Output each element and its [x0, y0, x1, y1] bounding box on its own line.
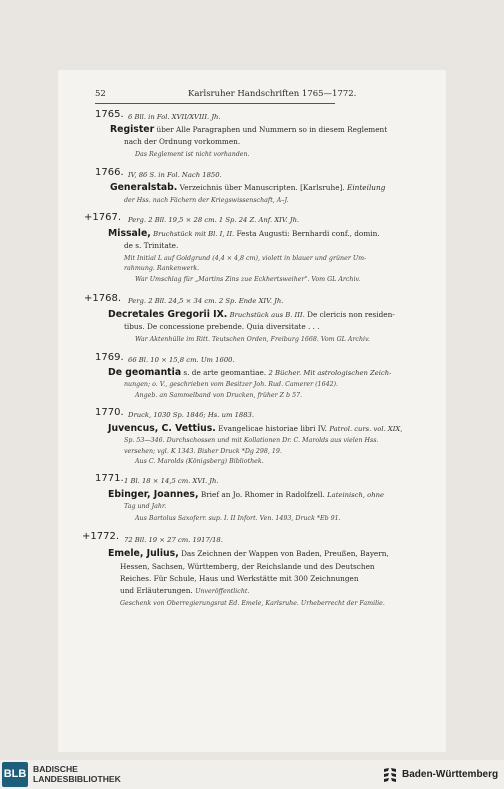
entry-text: und Erläuterungen.	[120, 586, 193, 595]
blb-name-line2: LANDESBIBLIOTHEK	[33, 774, 121, 784]
entry-heading: Register	[110, 124, 155, 135]
entry-meta: 1 Bl. 18 × 14,5 cm. XVI. Jh.	[124, 477, 219, 485]
entry-text: über Alle Paragraphen und Nummern so in diesem Reglement	[156, 125, 388, 134]
entry-note: War Umschlag für „Martins Zins zue Eckhertsweiher". Vom GL Archiv.	[135, 276, 361, 283]
entry-text: Reiches. Für Schule, Haus und Werkstätte mit 300 Zeichnungen	[120, 574, 359, 583]
entry-heading: De geomantia	[108, 367, 182, 378]
footer-bar	[0, 760, 504, 789]
entry-text: nach der Ordnung vorkommen.	[124, 137, 241, 146]
entry-note: Aus Bartolus Saxoferr. sup. I. II Infort. Ven. 1493, Druck *Eb 91.	[135, 515, 341, 522]
entry-text: de s. Trinitate.	[124, 241, 179, 250]
entry-number: +1767.	[84, 212, 122, 223]
entry-heading: Decretales Gregorii IX.	[108, 309, 228, 320]
entry-heading: Ebinger, Joannes,	[108, 489, 199, 500]
entry-note: Das Reglement ist nicht vorhanden.	[135, 151, 250, 158]
blb-name	[33, 764, 121, 784]
entry-number: +1768.	[84, 293, 122, 304]
entry-note: Angeb. an Sammelband von Drucken, früher Z b 57.	[135, 392, 303, 399]
bw-name[interactable]: Baden-Württemberg	[402, 769, 499, 780]
entry-text: Evangelicae historiae libri IV.	[218, 424, 327, 433]
entry-heading: Juvencus, C. Vettius.	[108, 423, 216, 434]
running-title: Karlsruher Handschriften 1765—1772.	[188, 89, 357, 99]
entry-text: tibus. De concessione prebende. Quia diversitate . . .	[124, 322, 320, 331]
entry-text: Brief an Jo. Rhomer in Radolfzell.	[200, 490, 325, 499]
entry-text: Hessen, Sachsen, Württemberg, der Reichslande und des Deutschen	[120, 562, 375, 571]
entry-note: versehen; vgl. K 1343. Bisher Druck *Dg 298, 19.	[124, 448, 282, 455]
bw-coat-of-arms-icon	[381, 766, 399, 784]
entry-meta: 72 Bll. 19 × 27 cm. 1917/18.	[124, 536, 223, 544]
entry-text-italic: Einteilung	[347, 183, 386, 192]
entry-number: 1770.	[95, 407, 124, 418]
entry-text-italic: 2 Bücher. Mit astrologischen Zeich-	[268, 369, 392, 377]
entry-meta: Perg. 2 Bll. 19,5 × 28 cm. 1 Sp. 24 Z. Anf. XIV. Jh.	[128, 216, 300, 224]
blb-name-line1: BADISCHE	[33, 764, 78, 774]
entry-text: De clericis non residen-	[307, 310, 395, 319]
entry-meta: Perg. 2 Bll. 24,5 × 34 cm. 2 Sp. Ende XIV. Jh.	[128, 297, 284, 305]
entry-meta: 66 Bl. 10 × 15,8 cm. Um 1600.	[128, 356, 235, 364]
entry-number: 1766.	[95, 167, 124, 178]
entry-number: 1771.	[95, 473, 124, 484]
entry-text-italic: Bruchstück mit Bl. I, II.	[153, 230, 235, 238]
entry-heading: Missale,	[108, 228, 151, 239]
blb-logo[interactable]: BLB	[2, 762, 28, 787]
entry-text: s. de arte geomantiae.	[183, 368, 267, 377]
page-number: 52	[95, 89, 106, 99]
entry-text: Festa Augusti: Bernhardi conf., domin.	[236, 229, 380, 238]
entry-note: Aus C. Marolds (Königsberg) Bibliothek.	[135, 458, 264, 465]
entry-meta: 6 Bll. in Fol. XVII/XVIII. Jh.	[128, 113, 221, 121]
entry-note: Mit Initial L auf Goldgrund (4,4 × 4,8 cm), violett in blauer und grüner Um-	[124, 255, 367, 262]
entry-heading: Generalstab.	[110, 182, 178, 193]
entry-text-italic: Unveröffentlicht.	[195, 588, 250, 595]
entry-number: +1772.	[82, 531, 120, 542]
entry-number: 1769.	[95, 352, 124, 363]
entry-meta: Druck, 1030 Sp. 1846; Hs. um 1883.	[128, 411, 255, 419]
running-header	[95, 89, 357, 104]
entry-note: nungen; o. V., geschrieben vom Besitzer Joh. Rud. Camerer (1642).	[124, 381, 339, 388]
entry-note: rahmung. Rankenwerk.	[124, 265, 200, 272]
entry-text-italic: Lateinisch, ohne	[327, 491, 385, 499]
entry-note: War Aktenhülle im Ritt. Teutschen Orden, Freiburg 1668. Vom GL Archiv.	[135, 336, 370, 343]
entry-text: Verzeichnis über Manuscripten. [Karlsruhe].	[179, 183, 345, 192]
entry-meta: IV, 86 S. in Fol. Nach 1850.	[128, 171, 222, 179]
entry-text: Das Zeichnen der Wappen von Baden, Preußen, Bayern,	[181, 549, 389, 558]
entry-number: 1765.	[95, 109, 124, 120]
entry-text-italic: Patrol. curs. vol. XIX,	[329, 425, 403, 433]
entry-text-italic: Bruchstück aus B. III.	[229, 311, 305, 319]
entry-note: der Hss. nach Fächern der Kriegswissenschaft, A–J.	[124, 197, 289, 204]
entry-note: Tag und Jahr.	[124, 503, 167, 510]
entry-note: Sp. 53—346. Durchschossen und mit Kollationen Dr. C. Marolds aus vielen Hss.	[124, 437, 379, 444]
entry-heading: Emele, Julius,	[108, 548, 179, 559]
entry-note: Geschenk von Oberregierungsrat Ed. Emele, Karlsruhe. Urheberrecht der Familie.	[120, 600, 385, 607]
